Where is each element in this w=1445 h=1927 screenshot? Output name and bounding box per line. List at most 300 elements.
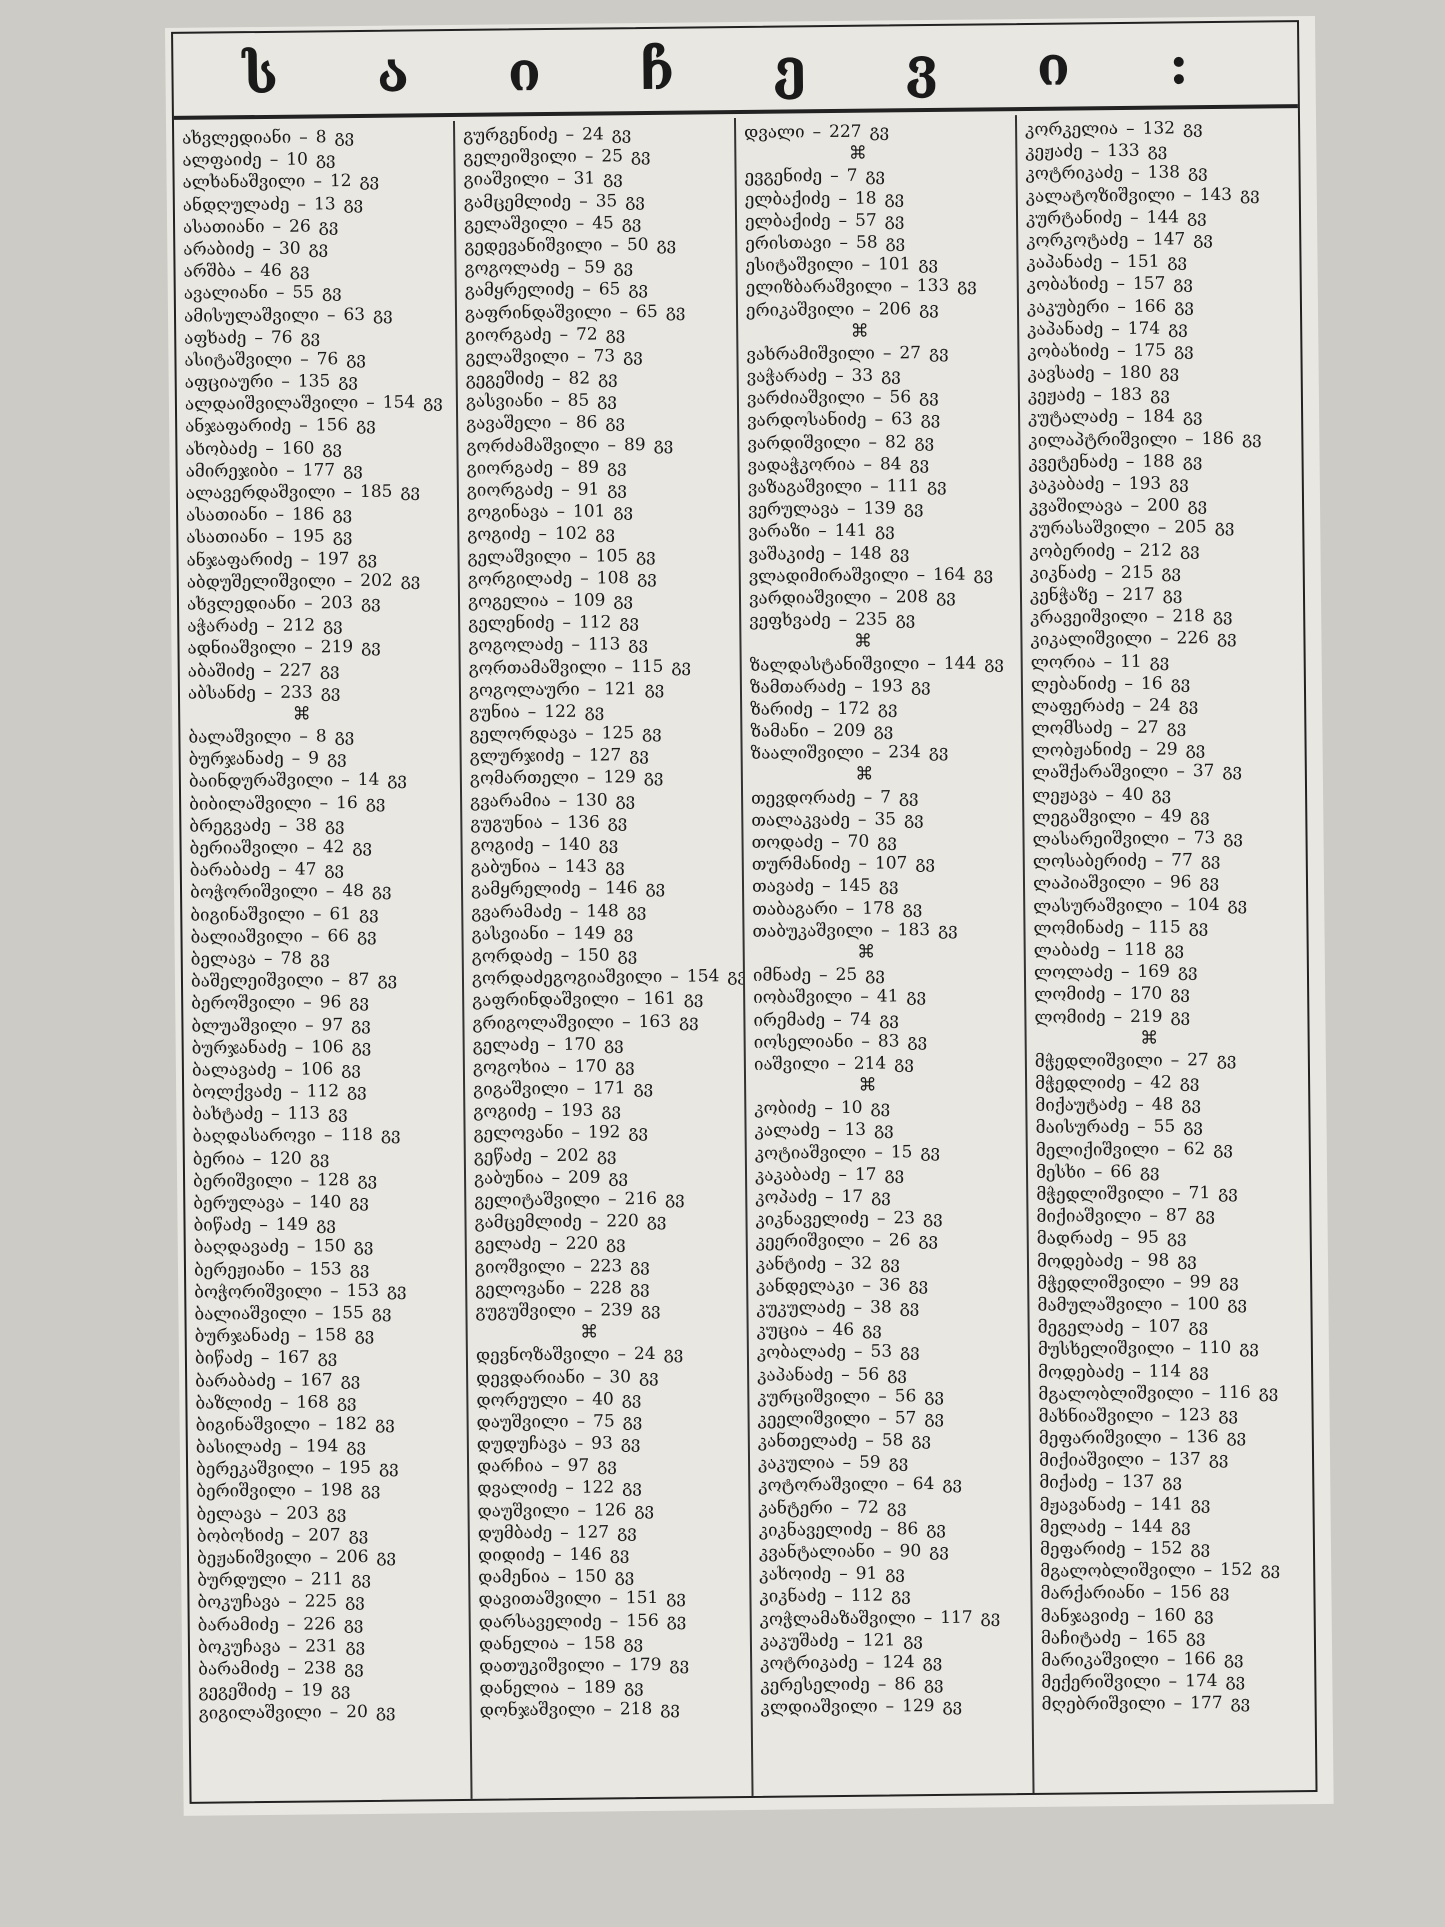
entry-surname: მეგელაძე (1037, 1317, 1124, 1339)
index-entry (752, 851, 1019, 876)
entry-dash: – (1130, 496, 1140, 517)
entry-page-unit: გვ (332, 504, 353, 525)
entry-page-number: 65 (636, 301, 658, 322)
entry-surname: აჭარაძე (187, 616, 259, 637)
entry-dash: – (837, 1053, 846, 1074)
entry-dash: – (576, 346, 586, 367)
entry-surname: ბერია (192, 1148, 245, 1170)
entry-page-unit: გვ (609, 1544, 630, 1565)
index-entry (1025, 138, 1294, 163)
entry-page-unit: გვ (678, 1010, 699, 1032)
entry-surname: კახოიძე (759, 1564, 832, 1586)
entry-page-number: 156 (315, 415, 349, 436)
index-entry (189, 791, 456, 816)
entry-page-number: 205 (1174, 517, 1207, 538)
entry-surname: გოგელია (467, 590, 549, 612)
entry-surname: კერესელიძე (760, 1674, 870, 1696)
entry-page-unit: გვ (378, 1457, 399, 1479)
index-entry (475, 1254, 742, 1279)
entry-surname: ბახტაძე (192, 1104, 264, 1126)
entry-dash: – (1132, 695, 1142, 716)
entry-dash: – (838, 210, 848, 231)
entry-dash: – (872, 1230, 881, 1252)
entry-dash: – (1173, 1693, 1183, 1714)
index-entry (477, 1475, 744, 1500)
entry-page-unit: გვ (359, 171, 380, 192)
entry-dash: – (1116, 340, 1126, 361)
entry-dash: – (299, 415, 308, 437)
index-entry (755, 1206, 1022, 1231)
index-entry (751, 740, 1018, 765)
index-entry (1030, 604, 1299, 629)
entry-page-number: 116 (1218, 1382, 1251, 1403)
entry-surname: კორკელია (1025, 119, 1119, 140)
entry-page-number: 100 (1186, 1293, 1220, 1315)
entry-page-unit: გვ (1185, 1626, 1206, 1648)
entry-page-unit: გვ (898, 786, 919, 807)
entry-page-unit: გვ (400, 481, 421, 502)
entry-page-number: 25 (835, 964, 858, 986)
entry-page-unit: გვ (623, 1677, 644, 1698)
entry-page-unit: გვ (871, 1186, 891, 1207)
entry-page-unit: გვ (321, 282, 342, 303)
index-entry (1041, 1647, 1310, 1672)
entry-surname: დევნოზაშვილი (475, 1344, 610, 1367)
entry-page-number: 93 (591, 1433, 613, 1454)
index-entry (1028, 360, 1297, 385)
entry-surname: ლოსაბერიძე (1032, 850, 1147, 873)
entry-dash: – (551, 391, 560, 412)
entry-page-unit: გვ (622, 1410, 643, 1432)
entry-dash: – (582, 279, 591, 300)
entry-page-unit: გვ (926, 1518, 946, 1539)
entry-page-unit: გვ (309, 1147, 330, 1169)
entry-page-number: 18 (854, 188, 877, 209)
index-entry (464, 189, 731, 214)
entry-page-unit: გვ (372, 304, 393, 325)
index-entry (753, 962, 1020, 987)
entry-page-number: 198 (320, 1480, 353, 1501)
index-entry (198, 1656, 465, 1681)
entry-surname: კაკაბაძე (1028, 474, 1105, 495)
entry-dash: – (878, 1408, 887, 1429)
page (165, 16, 1334, 1816)
entry-dash: – (608, 1189, 617, 1210)
section-separator: ⌘ (1140, 1027, 1159, 1049)
entry-page-unit: გვ (319, 659, 340, 680)
entry-surname: მღებრიშვილი (1041, 1693, 1166, 1716)
index-entry (1035, 1048, 1304, 1073)
entry-page-number: 152 (1149, 1538, 1183, 1559)
entry-surname: თოდაძე (751, 832, 824, 853)
entry-surname: ასათიანი (186, 527, 268, 549)
entry-dash: – (815, 1320, 825, 1341)
entry-surname: მექერიშვილი (1041, 1671, 1161, 1694)
entry-page-number: 121 (604, 678, 637, 700)
index-entry (757, 1362, 1024, 1387)
entry-dash: – (289, 1436, 299, 1457)
entry-surname: ბასილაძე (195, 1436, 282, 1458)
entry-page-number: 7 (846, 166, 858, 187)
entry-page-number: 109 (572, 590, 606, 611)
index-entry (467, 521, 734, 546)
entry-surname: მიქიაშვილი (1038, 1450, 1144, 1472)
index-entry (479, 1631, 746, 1656)
entry-page-unit: გვ (344, 1657, 364, 1679)
entry-surname: ახობაძე (185, 438, 258, 460)
index-entry (467, 455, 734, 480)
entry-surname: მგალობლიშვილი (1038, 1382, 1194, 1405)
entry-page-unit: გვ (903, 498, 924, 519)
index-entry (189, 813, 456, 838)
entry-page-unit: გვ (633, 1078, 654, 1099)
entry-page-number: 132 (1142, 118, 1176, 139)
entry-page-number: 166 (1133, 296, 1167, 317)
entry-page-unit: გვ (909, 453, 930, 475)
entry-page-number: 220 (565, 1233, 599, 1255)
entry-page-number: 66 (327, 925, 350, 947)
entry-surname: კიკნაძე (1029, 563, 1097, 584)
entry-surname: მოდებაძე (1038, 1361, 1125, 1383)
entry-surname: გელაძე (474, 1234, 542, 1256)
entry-page-unit: გვ (637, 567, 657, 588)
index-entry (760, 1606, 1027, 1631)
entry-surname: გიგაშვილი (473, 1078, 569, 1100)
entry-page-number: 218 (1172, 606, 1205, 627)
entry-surname: იმნაძე (752, 965, 812, 987)
entry-surname: ადნიაშვილი (187, 637, 297, 660)
entry-dash: – (294, 1569, 304, 1590)
entry-page-unit: გვ (320, 681, 341, 703)
entry-page-number: 113 (587, 634, 621, 655)
index-entry (751, 807, 1018, 832)
entry-dash: – (263, 948, 273, 969)
entry-dash: – (585, 723, 594, 744)
entry-dash: – (556, 502, 566, 523)
index-entry (751, 785, 1018, 810)
entry-dash: – (821, 876, 831, 897)
entry-page-unit: გვ (666, 1588, 686, 1609)
entry-surname: კუცია (756, 1320, 809, 1341)
entry-page-number: 160 (281, 438, 315, 459)
section-separator: ⌘ (292, 703, 311, 725)
entry-page-unit: გვ (1177, 961, 1198, 982)
entry-dash: – (566, 1633, 576, 1654)
entry-dash: – (883, 1541, 892, 1562)
index-entry (465, 344, 732, 369)
entry-surname: ანდღულაძე (182, 194, 290, 216)
entry-page-number: 177 (1190, 1693, 1223, 1714)
entry-page-number: 152 (1220, 1559, 1253, 1581)
entry-page-unit: გვ (365, 792, 386, 813)
entry-page-unit: გვ (885, 1563, 905, 1584)
entry-surname: გუნია (469, 702, 520, 723)
index-entry (1030, 560, 1299, 585)
entry-page-number: 33 (851, 365, 874, 386)
entry-dash: – (576, 1411, 586, 1432)
entry-page-unit: გვ (334, 127, 355, 148)
entry-dash: – (1105, 585, 1115, 606)
entry-dash: – (527, 702, 537, 723)
entry-surname: ლომსაძე (1031, 718, 1113, 740)
entry-page-number: 82 (568, 368, 591, 389)
entry-dash: – (1201, 1382, 1211, 1403)
index-entry (1039, 1425, 1308, 1450)
entry-page-number: 16 (1140, 673, 1163, 694)
index-entry (1029, 493, 1298, 518)
entry-page-number: 113 (287, 1103, 321, 1125)
entry-dash: – (269, 1503, 279, 1524)
entry-page-unit: გვ (361, 637, 381, 658)
entry-dash: – (1125, 118, 1135, 139)
index-entry (754, 1029, 1021, 1054)
entry-page-number: 89 (577, 457, 600, 478)
entry-surname: აბდუშელიშვილი (186, 570, 336, 593)
entry-dash: – (321, 1458, 331, 1479)
entry-page-number: 46 (260, 260, 282, 282)
index-entry (1039, 1447, 1308, 1472)
entry-page-unit: გვ (656, 234, 677, 255)
entry-page-number: 150 (577, 945, 610, 966)
entry-surname: გორთამაშვილი (468, 656, 607, 679)
entry-page-unit: გვ (1173, 273, 1193, 294)
index-entry (469, 655, 736, 680)
entry-page-number: 105 (595, 545, 629, 567)
index-entry (756, 1295, 1023, 1320)
entry-page-unit: გვ (1193, 228, 1213, 250)
entry-dash: – (1129, 207, 1139, 228)
entry-dash: – (880, 920, 890, 941)
entry-dash: – (862, 299, 871, 320)
entry-page-unit: გვ (630, 146, 651, 167)
entry-page-number: 102 (554, 523, 588, 545)
index-entry (465, 277, 732, 302)
entry-page-number: 106 (311, 1036, 344, 1058)
entry-surname: ევგენიძე (744, 166, 823, 188)
entry-surname: მახნიაშვილი (1038, 1405, 1154, 1427)
index-entry (188, 724, 455, 749)
index-column-2 (455, 118, 754, 1799)
index-entry (468, 588, 735, 613)
index-entry (183, 214, 450, 239)
entry-surname: კაპანაძე (1027, 318, 1104, 340)
index-entry (186, 524, 453, 549)
entry-page-number: 135 (297, 371, 331, 392)
entry-page-unit: გვ (597, 1455, 617, 1476)
entry-dash: – (306, 837, 315, 858)
entry-page-number: 124 (882, 1652, 915, 1673)
entry-dash: – (284, 1680, 294, 1701)
section-separator: ⌘ (580, 1321, 599, 1343)
entry-dash: – (1116, 274, 1125, 295)
entry-page-number: 137 (1121, 1472, 1155, 1493)
entry-page-unit: გვ (926, 475, 947, 497)
index-entry (469, 699, 736, 724)
entry-page-unit: გვ (621, 1388, 642, 1409)
entry-dash: – (254, 327, 264, 348)
entry-dash: – (557, 1567, 567, 1588)
entry-surname: აფხაძე (184, 327, 247, 349)
entry-surname: ბაშელეიშვილი (190, 970, 324, 992)
entry-page-unit: გვ (349, 1258, 370, 1279)
entry-surname: გელენიძე (468, 613, 555, 634)
entry-surname: კაპანაძე (1026, 252, 1103, 274)
entry-page-number: 122 (544, 701, 577, 722)
entry-surname: ბეჟანიშვილი (196, 1547, 312, 1569)
entry-surname: ელბაქიძე (744, 188, 831, 210)
entry-dash: – (872, 387, 882, 408)
entry-page-number: 172 (837, 698, 870, 719)
entry-page-unit: გვ (613, 590, 634, 611)
entry-page-number: 57 (894, 1408, 917, 1429)
entry-dash: – (603, 1699, 612, 1720)
entry-surname: ვაზაგაშვილი (747, 476, 863, 498)
entry-page-unit: გვ (663, 1343, 684, 1365)
entry-page-number: 163 (638, 1011, 672, 1032)
section-separator: ⌘ (855, 764, 874, 786)
entry-page-unit: გვ (354, 1325, 375, 1346)
entry-page-unit: გვ (611, 124, 632, 145)
entry-surname: მჭედლიშვილი (1037, 1272, 1166, 1294)
entry-dash: – (1105, 1472, 1115, 1493)
entry-page-number: 146 (569, 1544, 602, 1565)
entry-page-unit: გვ (628, 279, 649, 300)
index-entry (1034, 1004, 1303, 1029)
entry-page-number: 11 (1119, 651, 1142, 672)
entry-page-unit: გვ (1260, 1559, 1281, 1580)
entry-dash: – (1166, 1649, 1176, 1670)
entry-surname: გორძამაშვილი (466, 435, 600, 457)
index-entry (472, 1010, 739, 1035)
entry-page-number: 168 (296, 1392, 330, 1413)
entry-page-unit: გვ (671, 656, 692, 677)
entry-surname: ლორია (1030, 651, 1096, 673)
index-entry (468, 632, 735, 657)
entry-surname: აბაშიძე (187, 660, 256, 682)
entry-page-number: 219 (1129, 1006, 1163, 1027)
index-entry (1031, 693, 1300, 718)
entry-dash: – (550, 812, 560, 833)
entry-page-unit: გვ (1139, 1161, 1160, 1182)
entry-page-unit: გვ (957, 275, 977, 297)
entry-surname: გოგოხია (472, 1056, 551, 1078)
index-entry (468, 566, 735, 591)
entry-dash: – (853, 1297, 863, 1318)
entry-surname: გვარამაძე (471, 901, 562, 923)
entry-page-number: 42 (322, 837, 345, 858)
entry-page-unit: გვ (613, 501, 634, 522)
entry-dash: – (571, 1123, 581, 1144)
entry-surname: ბარამიძე (198, 1658, 280, 1680)
entry-page-unit: გვ (371, 881, 392, 902)
entry-page-number: 225 (304, 1591, 338, 1612)
entry-page-unit: გვ (643, 767, 664, 788)
index-entry (473, 1120, 740, 1145)
entry-page-number: 38 (869, 1297, 892, 1318)
entry-page-unit: გვ (922, 1651, 943, 1673)
entry-surname: დაუშვილი (476, 1411, 569, 1433)
entry-dash: – (1133, 1494, 1143, 1515)
entry-dash: – (279, 1392, 289, 1413)
index-entry (186, 480, 453, 505)
entry-dash: – (556, 169, 566, 190)
entry-dash: – (834, 1253, 843, 1274)
entry-surname: ლომინაძე (1033, 917, 1124, 939)
entry-dash: – (819, 965, 828, 986)
entry-page-unit: გვ (884, 187, 905, 209)
entry-surname: ელბაქიძე (744, 210, 831, 232)
entry-surname: კეელიშვილი (757, 1408, 871, 1430)
entry-dash: – (587, 679, 597, 700)
index-entry (752, 896, 1019, 921)
section-separator: ⌘ (853, 630, 873, 653)
entry-page-number: 91 (855, 1563, 878, 1585)
index-entry (478, 1586, 745, 1611)
entry-surname: ალფაიძე (182, 150, 262, 172)
entry-surname: ზაალიშვილი (750, 742, 864, 765)
entry-surname: გოგინავა (466, 502, 549, 524)
entry-dash: – (1104, 562, 1114, 583)
entry-dash: – (1170, 1050, 1180, 1071)
entry-dash: – (1172, 1272, 1182, 1293)
index-column-3 (736, 115, 1035, 1796)
entry-surname: თალაკვაძე (751, 809, 851, 831)
entry-page-number: 64 (912, 1474, 935, 1495)
entry-surname: კოტრიკაძე (1025, 163, 1124, 185)
entry-page-unit: გვ (336, 1391, 357, 1412)
entry-dash: – (824, 1098, 834, 1119)
entry-page-unit: გვ (323, 615, 343, 636)
entry-page-unit: გვ (1177, 1249, 1197, 1271)
entry-surname: კიკალიშვილი (1030, 629, 1153, 651)
entry-page-number: 147 (1152, 229, 1186, 250)
index-entry (183, 236, 450, 261)
entry-dash: – (834, 365, 844, 387)
index-entry (187, 635, 454, 660)
entry-dash: – (544, 1101, 554, 1122)
entry-surname: კურციშვილი (757, 1386, 871, 1408)
entry-dash: – (297, 1325, 307, 1346)
entry-page-number: 72 (575, 324, 598, 345)
entry-page-unit: გვ (923, 1674, 944, 1695)
index-entry (744, 119, 1011, 144)
entry-page-unit: გვ (629, 745, 649, 766)
entry-page-number: 47 (294, 859, 317, 880)
entry-page-unit: გვ (324, 814, 345, 836)
index-entry (1041, 1603, 1310, 1628)
index-entry (1037, 1270, 1306, 1295)
index-entry (196, 1478, 463, 1503)
entry-surname: გასვიანი (465, 391, 544, 413)
index-entry (183, 258, 450, 283)
entry-page-unit: გვ (607, 479, 627, 500)
entry-surname: გიორგაძე (466, 457, 554, 479)
entry-page-number: 41 (876, 986, 899, 1007)
index-entry (468, 610, 735, 635)
index-entry (474, 1187, 741, 1212)
entry-surname: ანჯაფარიძე (186, 549, 293, 571)
entry-dash: – (1133, 1538, 1143, 1559)
index-entry (758, 1428, 1025, 1453)
entry-dash: – (621, 1011, 631, 1032)
entry-dash: – (1177, 828, 1186, 849)
entry-page-unit: გვ (1216, 628, 1237, 649)
entry-surname: აბსანძე (187, 682, 256, 704)
index-entry (185, 436, 452, 461)
entry-dash: – (927, 653, 936, 674)
entry-page-number: 178 (862, 897, 895, 919)
entry-page-number: 167 (300, 1369, 333, 1391)
